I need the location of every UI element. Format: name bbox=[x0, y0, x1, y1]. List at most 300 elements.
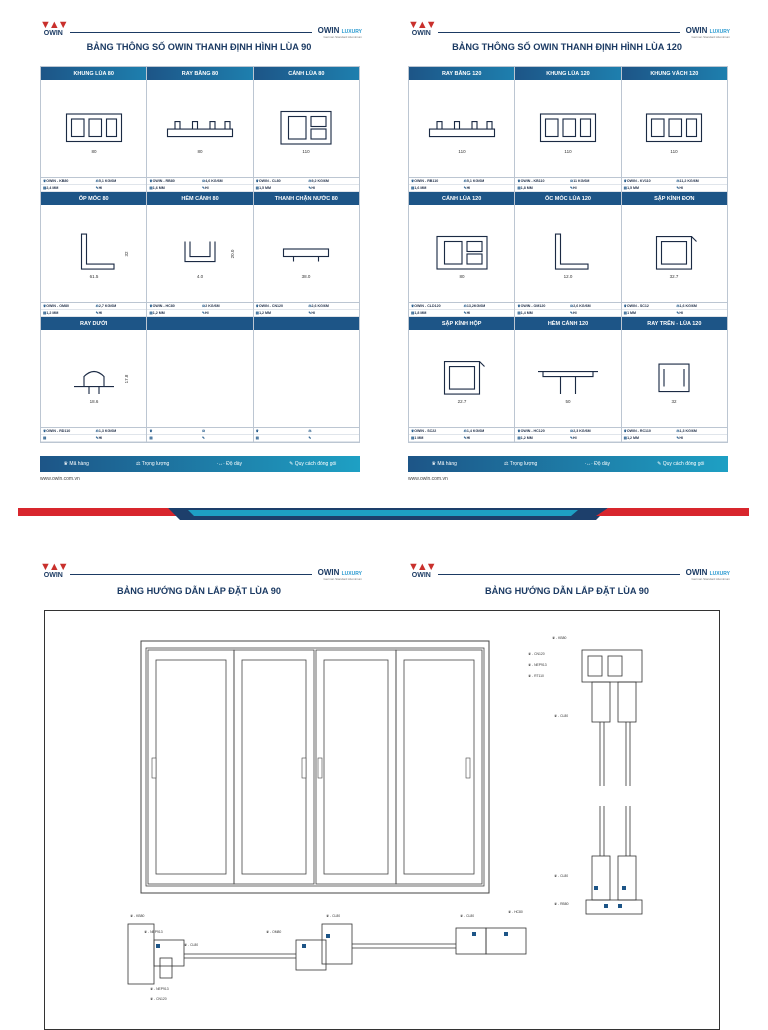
spec-icon: ✎ bbox=[463, 186, 467, 190]
spec-product-code bbox=[254, 303, 307, 310]
spec-icon: ▤ bbox=[517, 311, 521, 315]
spec-value: 1,2 MM bbox=[259, 311, 272, 315]
spec-value: HI bbox=[679, 436, 683, 440]
spec-value: OWIN - RC110 bbox=[626, 429, 651, 433]
profile-cell bbox=[409, 67, 515, 192]
spec-weight bbox=[568, 303, 621, 310]
label-kb80: ♛ - KB80 bbox=[552, 636, 567, 640]
profile-drawing bbox=[409, 330, 514, 427]
spec-value: 1,8 MM bbox=[520, 186, 533, 190]
install-sheet bbox=[30, 562, 736, 1024]
spec-product-code bbox=[41, 178, 94, 185]
spec-icon: ✎ bbox=[95, 436, 99, 440]
spec-thickness bbox=[41, 185, 94, 192]
spec-packing bbox=[306, 435, 359, 442]
owin-logo: ▼▲▼ OWIN bbox=[40, 19, 67, 37]
page-title: BẢNG THÔNG SỐ OWIN THANH ĐỊNH HÌNH LÙA 120 bbox=[452, 42, 682, 52]
label-nep913: ♛ - NEP913 bbox=[150, 987, 169, 991]
spec-product-code bbox=[409, 178, 462, 185]
label-cn120: ♛ - CN120 bbox=[150, 997, 167, 1001]
logo-mark-icon: ▼▲▼ bbox=[40, 19, 67, 31]
svg-text:32: 32 bbox=[671, 398, 677, 404]
spec-value: 1,5 MM bbox=[259, 186, 272, 190]
spec-weight bbox=[94, 178, 147, 185]
label-cl80: ♛ - CL80 bbox=[554, 714, 569, 718]
spec-weight bbox=[674, 303, 727, 310]
spec-value: 5,1 KG/6M bbox=[466, 179, 485, 183]
svg-text:61.5: 61.5 bbox=[89, 273, 99, 279]
svg-text:80: 80 bbox=[91, 148, 97, 154]
spec-value: 1,4 KG/6M bbox=[466, 429, 485, 433]
spec-value: 9,2 KG/6M bbox=[311, 179, 329, 183]
spec-icon: ♛ bbox=[255, 429, 259, 433]
spec-icon: ⚖ bbox=[95, 179, 99, 183]
spec-product-code bbox=[41, 428, 94, 435]
spec-icon: ⚖ bbox=[569, 304, 574, 308]
spec-icon: ▤ bbox=[255, 186, 260, 190]
spec-icon: ▤ bbox=[517, 186, 521, 190]
spec-value: 1,8 MM bbox=[414, 311, 427, 315]
spec-value: 2,3 KG/6M bbox=[573, 429, 591, 433]
spec-icon: ♛ bbox=[149, 179, 153, 183]
spec-value: 13,2KG/6M bbox=[466, 304, 486, 308]
spec-icon: ▤ bbox=[623, 436, 628, 440]
spec-value: 1,2 MM bbox=[520, 436, 533, 440]
spec-icon: ✎ bbox=[308, 436, 312, 440]
brand-block: OWIN LUXURY German Standard Aluminium bbox=[685, 568, 730, 581]
profile-cell bbox=[622, 192, 727, 317]
spec-value: OWIN - SC22 bbox=[414, 429, 437, 433]
profile-header: ỐP MÓC 80 bbox=[41, 192, 146, 205]
profile-row bbox=[41, 317, 359, 442]
profile-cell bbox=[41, 192, 147, 317]
profile-table bbox=[40, 66, 360, 443]
profile-drawing bbox=[409, 80, 514, 177]
profile-drawing bbox=[409, 205, 514, 302]
spec-value: 2,4 MM bbox=[46, 186, 59, 190]
spec-icon: ⚖ bbox=[308, 304, 312, 308]
profile-spec bbox=[515, 302, 620, 317]
spec-thickness bbox=[254, 310, 307, 317]
spec-value: HI bbox=[573, 186, 577, 190]
profile-spec bbox=[147, 427, 252, 442]
spec-value: OWIN - KV110 bbox=[626, 179, 651, 183]
spec-value: OWIN - CL80 bbox=[258, 179, 281, 183]
spec-thickness bbox=[41, 310, 94, 317]
spec-icon: ✎ bbox=[201, 186, 205, 190]
spec-thickness bbox=[409, 310, 462, 317]
profile-spec bbox=[41, 177, 146, 192]
spec-icon: ♛ bbox=[517, 179, 521, 183]
spec-icon: ⚖ bbox=[676, 304, 680, 308]
spec-packing bbox=[306, 185, 359, 192]
spec-value: HI bbox=[98, 186, 103, 190]
spec-thickness bbox=[147, 185, 200, 192]
spec-thickness bbox=[515, 185, 568, 192]
spec-icon: ✎ bbox=[201, 436, 205, 440]
spec-value: OWIN - RB80 bbox=[152, 179, 175, 183]
label-cl80: ♛ - CL80 bbox=[326, 914, 341, 918]
profile-header: SẬP KÍNH ĐƠN bbox=[622, 192, 727, 205]
spec-icon: ✎ bbox=[201, 311, 205, 315]
profile-drawing bbox=[515, 80, 620, 177]
spec-icon: ▤ bbox=[623, 186, 628, 190]
spec-thickness bbox=[254, 185, 307, 192]
label-hc80: ♛ - HC80 bbox=[508, 910, 523, 914]
owin-logo: ▼▲▼ OWIN bbox=[40, 561, 67, 579]
profile-spec bbox=[254, 177, 359, 192]
spec-weight bbox=[674, 178, 727, 185]
profile-header: RAY BẰNG 80 bbox=[147, 67, 252, 80]
spec-value: HI bbox=[466, 186, 471, 190]
spec-icon: ▤ bbox=[149, 311, 153, 315]
profile-spec bbox=[515, 427, 620, 442]
label-cl80: ♛ - CL80 bbox=[554, 874, 569, 878]
spec-value: OWIN - HC80 bbox=[152, 304, 175, 308]
profile-spec bbox=[254, 427, 359, 442]
spec-weight bbox=[568, 178, 621, 185]
spec-icon: ♛ bbox=[43, 179, 47, 183]
spec-icon: ⚖ bbox=[463, 179, 467, 183]
spec-icon: ▤ bbox=[255, 436, 260, 440]
spec-sheet-lua-90 bbox=[30, 20, 368, 490]
profile-spec bbox=[409, 302, 514, 317]
profile-row bbox=[41, 192, 359, 317]
spec-value: OWIN - HC120 bbox=[520, 429, 545, 433]
profile-cell bbox=[409, 192, 515, 317]
spec-value: 1,6 MM bbox=[414, 186, 427, 190]
profile-spec bbox=[622, 427, 727, 442]
spec-product-code bbox=[147, 178, 200, 185]
profile-spec bbox=[41, 427, 146, 442]
profile-drawing bbox=[254, 80, 359, 177]
spec-icon: ✎ bbox=[569, 311, 573, 315]
legend-item: ✎ Quy cách đóng gói bbox=[289, 461, 337, 467]
profile-header bbox=[147, 317, 252, 330]
spec-product-code bbox=[622, 303, 675, 310]
spec-value: HI bbox=[679, 311, 683, 315]
spec-value: 1,2 MM bbox=[627, 436, 640, 440]
spec-icon: ▤ bbox=[149, 186, 153, 190]
profile-spec bbox=[515, 177, 620, 192]
spec-icon: ♛ bbox=[43, 429, 47, 433]
spec-packing bbox=[200, 435, 253, 442]
spec-weight bbox=[306, 178, 359, 185]
profile-cell bbox=[515, 67, 621, 192]
spec-sheet-lua-120 bbox=[398, 20, 736, 490]
spec-value: HI bbox=[679, 186, 683, 190]
spec-icon: ✎ bbox=[95, 311, 99, 315]
profile-header: HÈM CÁNH 80 bbox=[147, 192, 252, 205]
spec-value: 1 MM bbox=[627, 311, 637, 315]
profile-spec bbox=[409, 177, 514, 192]
spec-icon: ✎ bbox=[308, 186, 312, 190]
owin-logo: ▼▲▼ OWIN bbox=[408, 561, 435, 579]
profile-drawing bbox=[147, 330, 252, 427]
spec-value: 5,1 KG/6M bbox=[98, 179, 117, 183]
profile-cell bbox=[409, 317, 515, 442]
website-url: www.owin.com.vn bbox=[408, 476, 448, 482]
spec-icon: ✎ bbox=[569, 436, 573, 440]
page-title: BẢNG THÔNG SỐ OWIN THANH ĐỊNH HÌNH LÙA 90 bbox=[86, 42, 312, 52]
spec-icon: ⚖ bbox=[569, 179, 574, 183]
spec-thickness bbox=[409, 185, 462, 192]
profile-row bbox=[409, 192, 727, 317]
svg-text:110: 110 bbox=[564, 148, 572, 154]
spec-icon: ✎ bbox=[95, 186, 99, 190]
spec-thickness bbox=[622, 185, 675, 192]
spec-value: HI bbox=[573, 436, 577, 440]
svg-text:110: 110 bbox=[302, 148, 310, 154]
spec-packing bbox=[568, 185, 621, 192]
profile-spec bbox=[622, 177, 727, 192]
spec-value: HI bbox=[98, 311, 103, 315]
spec-value: 2,6 KG/6M bbox=[573, 304, 591, 308]
spec-icon: ▤ bbox=[255, 311, 260, 315]
profile-header: THANH CHẶN NƯỚC 80 bbox=[254, 192, 359, 205]
spec-icon: ▤ bbox=[43, 186, 47, 190]
profile-header: KHUNG LÙA 120 bbox=[515, 67, 620, 80]
spec-packing bbox=[674, 310, 727, 317]
spec-value: 2 KG/6M bbox=[205, 304, 220, 308]
spec-icon: ▤ bbox=[43, 436, 47, 440]
spec-weight bbox=[568, 428, 621, 435]
horizontal-section-drawing bbox=[126, 914, 576, 994]
spec-value: 2,6 KG/6M bbox=[311, 304, 329, 308]
spec-icon: ♛ bbox=[623, 304, 627, 308]
spec-value: 1,6 KG/6M bbox=[679, 304, 697, 308]
profile-cell bbox=[622, 67, 727, 192]
profile-drawing bbox=[147, 80, 252, 177]
profile-header: RAY DƯỚI bbox=[41, 317, 146, 330]
spec-value: 1,2 MM bbox=[46, 311, 59, 315]
svg-text:22.7: 22.7 bbox=[457, 398, 467, 404]
spec-icon: ♛ bbox=[255, 304, 259, 308]
profile-header bbox=[254, 317, 359, 330]
svg-text:80: 80 bbox=[197, 148, 203, 154]
profile-header: ỐC MÓC LÙA 120 bbox=[515, 192, 620, 205]
spec-packing bbox=[94, 435, 147, 442]
spec-product-code bbox=[147, 428, 200, 435]
spec-value: OWIN - CN120 bbox=[258, 304, 284, 308]
spec-icon: ♛ bbox=[411, 429, 415, 433]
spec-icon: ♛ bbox=[411, 179, 415, 183]
spec-packing bbox=[462, 310, 515, 317]
legend-item: ⚖ Trọng lượng bbox=[135, 461, 170, 467]
label-rt110: ♛ - RT110 bbox=[528, 674, 544, 678]
spec-value: 11,2 KG/6M bbox=[679, 179, 699, 183]
spec-packing bbox=[94, 185, 147, 192]
spec-product-code bbox=[515, 303, 568, 310]
spec-icon: ▤ bbox=[411, 436, 415, 440]
label-nep913: ♛ - NEP913 bbox=[528, 663, 547, 667]
profile-cell bbox=[254, 317, 359, 442]
profile-row bbox=[41, 67, 359, 192]
spec-value: 1,4 MM bbox=[520, 311, 533, 315]
spec-value: HI bbox=[205, 186, 209, 190]
spec-icon: ⚖ bbox=[676, 179, 680, 183]
spec-icon: ⚖ bbox=[95, 304, 99, 308]
profile-cell bbox=[622, 317, 727, 442]
profile-spec bbox=[147, 302, 252, 317]
spec-thickness bbox=[147, 310, 200, 317]
profile-cell bbox=[147, 317, 253, 442]
spec-icon: ⚖ bbox=[201, 179, 206, 183]
spec-weight bbox=[94, 303, 147, 310]
profile-cell bbox=[254, 192, 359, 317]
spec-value: 2,7 KG/6M bbox=[98, 304, 117, 308]
profile-spec bbox=[147, 177, 252, 192]
spec-weight bbox=[462, 303, 515, 310]
spec-value: 1,2 MM bbox=[152, 311, 165, 315]
label-nep913: ♛ - NEP913 bbox=[144, 930, 163, 934]
profile-row bbox=[409, 67, 727, 192]
spec-icon: ▤ bbox=[149, 436, 153, 440]
profile-drawing bbox=[41, 80, 146, 177]
profile-spec bbox=[409, 427, 514, 442]
spec-value: 1,3 KG/6M bbox=[98, 429, 117, 433]
profile-cell bbox=[515, 192, 621, 317]
spec-icon: ✎ bbox=[569, 186, 573, 190]
spec-icon: ⚖ bbox=[463, 304, 467, 308]
spec-packing bbox=[462, 185, 515, 192]
svg-text:12.0: 12.0 bbox=[563, 273, 573, 279]
spec-packing bbox=[674, 185, 727, 192]
profile-spec bbox=[622, 302, 727, 317]
spec-icon: ▤ bbox=[517, 436, 521, 440]
spec-icon: ♛ bbox=[149, 429, 153, 433]
profile-drawing bbox=[147, 205, 252, 302]
spec-weight bbox=[462, 428, 515, 435]
spec-icon: ✎ bbox=[308, 311, 312, 315]
label-cl80: ♛ - CL80 bbox=[184, 943, 199, 947]
spec-icon: ✎ bbox=[463, 311, 467, 315]
svg-text:32.7: 32.7 bbox=[669, 273, 679, 279]
spec-value: 1,3 KG/6M bbox=[679, 429, 697, 433]
header-rule bbox=[70, 32, 312, 33]
spec-value: OWIN - CLD120 bbox=[414, 304, 441, 308]
spec-value: OWIN - KB80 bbox=[46, 179, 69, 183]
label-rb80: ♛ - RB80 bbox=[554, 902, 569, 906]
spec-value: HI bbox=[311, 311, 315, 315]
spec-value: OWIN - SC12 bbox=[626, 304, 649, 308]
spec-value: 1,6 MM bbox=[152, 186, 165, 190]
spec-packing bbox=[568, 310, 621, 317]
separator-band bbox=[18, 508, 749, 520]
brand-block: OWIN LUXURY German Standard Aluminium bbox=[317, 26, 362, 39]
profile-header: CÁNH LÙA 120 bbox=[409, 192, 514, 205]
profile-drawing bbox=[622, 205, 727, 302]
spec-icon: ⚖ bbox=[676, 429, 680, 433]
spec-thickness bbox=[622, 435, 675, 442]
spec-value: HI bbox=[98, 436, 103, 440]
website-url: www.owin.com.vn bbox=[40, 476, 80, 482]
spec-product-code bbox=[254, 428, 307, 435]
spec-value: OWIN - OM80 bbox=[46, 304, 69, 308]
legend-bar bbox=[40, 456, 360, 472]
profile-drawing bbox=[41, 205, 146, 302]
profile-cell bbox=[41, 67, 147, 192]
spec-icon: ♛ bbox=[43, 304, 47, 308]
spec-weight bbox=[462, 178, 515, 185]
spec-icon: ♛ bbox=[517, 429, 521, 433]
spec-icon: ▤ bbox=[43, 311, 47, 315]
logo-mark-icon: ▼▲▼ bbox=[408, 561, 435, 573]
spec-icon: ♛ bbox=[149, 304, 153, 308]
spec-icon: ⚖ bbox=[201, 429, 206, 433]
page-title: BẢNG HƯỚNG DẪN LẮP ĐẶT LÙA 90 bbox=[485, 586, 649, 596]
spec-thickness bbox=[515, 435, 568, 442]
svg-text:50: 50 bbox=[565, 398, 571, 404]
header-rule bbox=[438, 32, 680, 33]
spec-thickness bbox=[622, 310, 675, 317]
spec-packing bbox=[200, 185, 253, 192]
spec-product-code bbox=[515, 178, 568, 185]
spec-product-code bbox=[622, 428, 675, 435]
spec-packing bbox=[94, 310, 147, 317]
profile-header: SẬP KÍNH HỘP bbox=[409, 317, 514, 330]
legend-item: ·↔· Độ dày bbox=[216, 461, 243, 467]
spec-icon: ♛ bbox=[623, 179, 627, 183]
spec-product-code bbox=[622, 178, 675, 185]
spec-icon: ♛ bbox=[623, 429, 627, 433]
spec-value: OWIN - OM120 bbox=[520, 304, 546, 308]
spec-icon: ✎ bbox=[676, 311, 680, 315]
spec-icon: ♛ bbox=[411, 304, 415, 308]
spec-thickness bbox=[515, 310, 568, 317]
profile-header: HÈM CÁNH 120 bbox=[515, 317, 620, 330]
owin-logo: ▼▲▼ OWIN bbox=[408, 19, 435, 37]
spec-value: HI bbox=[311, 186, 315, 190]
spec-weight bbox=[200, 178, 253, 185]
legend-bar bbox=[408, 456, 728, 472]
profile-cell bbox=[147, 67, 253, 192]
legend-item: ♛ Mã hàng bbox=[431, 461, 457, 467]
brand-block: OWIN LUXURY German Standard Aluminium bbox=[685, 26, 730, 39]
profile-header: KHUNG VÁCH 120 bbox=[622, 67, 727, 80]
profile-drawing bbox=[515, 205, 620, 302]
svg-text:110: 110 bbox=[670, 148, 678, 154]
label-cn120: ♛ - CN120 bbox=[528, 652, 545, 656]
spec-weight bbox=[200, 303, 253, 310]
profile-header: KHUNG LÙA 80 bbox=[41, 67, 146, 80]
profile-drawing bbox=[622, 80, 727, 177]
spec-weight bbox=[94, 428, 147, 435]
spec-weight bbox=[306, 428, 359, 435]
profile-drawing bbox=[515, 330, 620, 427]
svg-text:18.6: 18.6 bbox=[89, 398, 99, 404]
profile-header: RAY BẰNG 120 bbox=[409, 67, 514, 80]
spec-value: OWIN - RD110 bbox=[46, 429, 71, 433]
header-rule bbox=[70, 574, 312, 575]
spec-packing bbox=[568, 435, 621, 442]
profile-drawing bbox=[254, 205, 359, 302]
spec-icon: ⚖ bbox=[201, 304, 206, 308]
vertical-section-drawing bbox=[578, 646, 658, 926]
spec-icon: ⚖ bbox=[463, 429, 467, 433]
spec-value: OWIN - KB110 bbox=[520, 179, 545, 183]
legend-item: ✎ Quy cách đóng gói bbox=[657, 461, 705, 467]
svg-text:17.8: 17.8 bbox=[123, 374, 129, 383]
profile-spec bbox=[254, 302, 359, 317]
spec-icon: ✎ bbox=[676, 186, 680, 190]
spec-icon: ▤ bbox=[411, 186, 415, 190]
profile-header: CÁNH LÙA 80 bbox=[254, 67, 359, 80]
legend-item: ·↔· Độ dày bbox=[584, 461, 611, 467]
profile-cell bbox=[515, 317, 621, 442]
spec-icon: ⚖ bbox=[308, 429, 312, 433]
spec-value: 4,6 KG/6M bbox=[205, 179, 223, 183]
